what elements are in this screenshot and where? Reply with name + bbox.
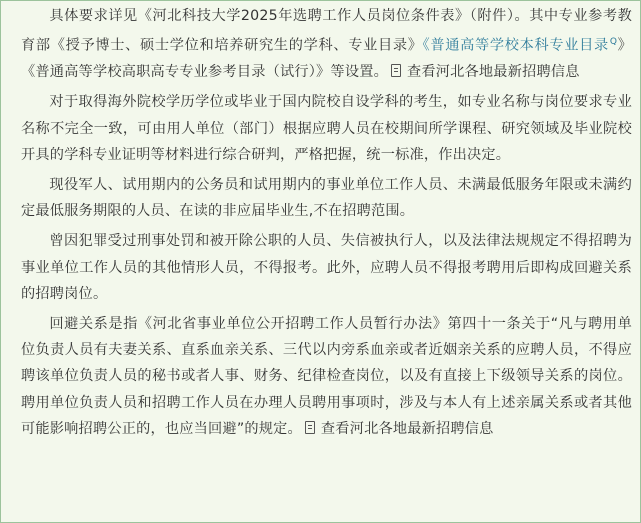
paragraph-text: 具体要求详见《河北科技大学2025年选聘工作人员岗位条件表》（附件）。其中专业参考教育部《授予博士、硕士学位和培养研究生的学科、专业目录》	[21, 8, 632, 54]
paragraph-text: 回避关系是指《河北省事业单位公开招聘工作人员暂行办法》第四十一条关于“凡与聘用单位负责人员有夫妻关系、直系血亲关系、三代以内旁系血亲或者近姻亲关系的应聘人员，不得应聘该单位负责人员的秘书或者人事、财务、纪律检查岗位，以及有直接上下级领导关系的岗位。聘用单位负责人员和招聘工作人员在办理人员聘用事项时，涉及与本人有上述亲属关系或者其他可能影响招聘公正的，也应当回避”的规定。	[21, 315, 632, 437]
view-hebei-jobs-link[interactable]: 查看河北各地最新招聘信息	[320, 420, 494, 437]
view-hebei-jobs-link[interactable]: 查看河北各地最新招聘信息	[406, 64, 580, 81]
paragraph-ineligible-persons: 现役军人、试用期内的公务员和试用期内的事业单位工作人员、未满最低服务年限或未满约定最低服务期限的人员、在读的非应届毕业生,不在招聘范围。	[21, 176, 632, 220]
paragraph-avoidance-relation	[21, 311, 632, 442]
document-icon	[391, 64, 401, 77]
document-icon	[305, 421, 315, 434]
undergraduate-catalog-link[interactable]: 《普通高等学校本科专业目录	[422, 37, 609, 54]
paragraph-criminal-record: 曾因犯罪受过刑事处罚和被开除公职的人员、失信被执行人，以及法律法规规定不得招聘为事业单位工作人员的其他情形人员，不得报考。此外，应聘人员不得报考聘用后即构成回避关系的招聘岗位。	[21, 233, 632, 302]
paragraph-requirements	[21, 3, 632, 85]
paragraph-overseas-degrees: 对于取得海外院校学历学位或毕业于国内院校自设学科的考生，如专业名称与岗位要求专业名称不完全一致，可由用人单位（部门）根据应聘人员在校期间所学课程、研究领域及毕业院校开具的学科专业证明等材料进行综合研判，严格把握，统一标准，作出决定。	[21, 94, 632, 163]
search-icon[interactable]: Q	[609, 37, 618, 48]
paragraph-text: 》《普通高等学校高职高专专业参考目录（试行）》等设置。	[21, 37, 632, 81]
